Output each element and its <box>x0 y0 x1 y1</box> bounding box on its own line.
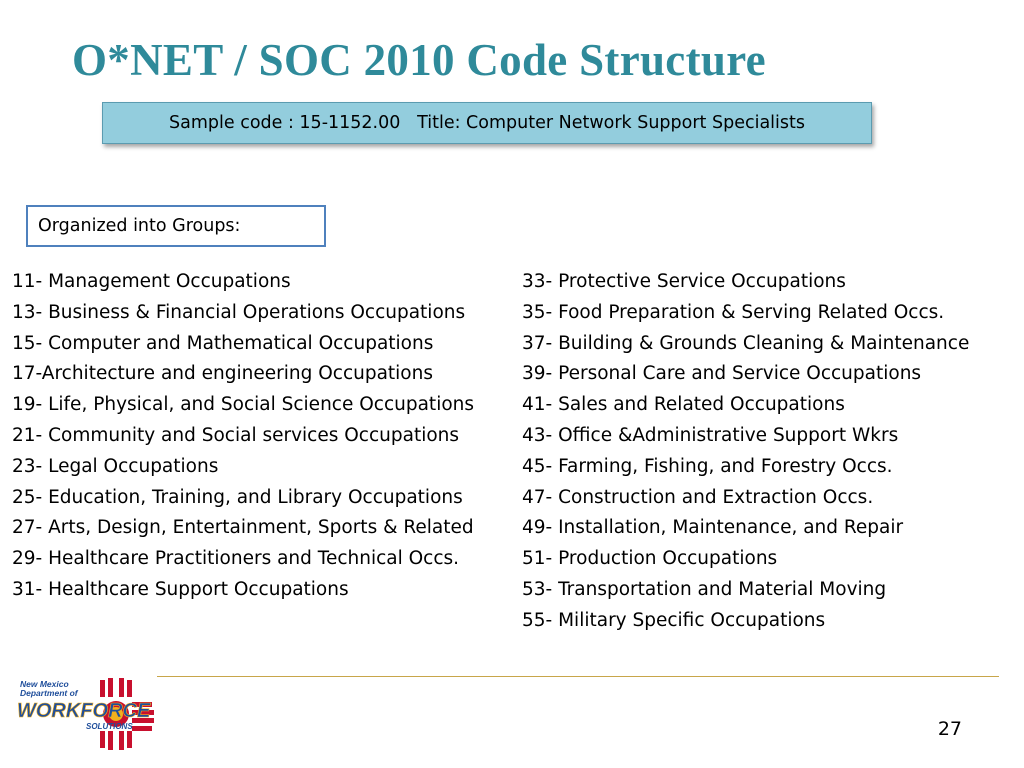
list-item: 15- Computer and Mathematical Occupations <box>12 332 434 354</box>
list-item: 35- Food Preparation & Serving Related Occs. <box>522 301 945 323</box>
sample-title-text: Title: Computer Network Support Specialists <box>417 113 805 133</box>
logo-line-3: WORKFORCE <box>17 700 151 722</box>
logo-line-4: SOLUTIONS <box>86 722 133 731</box>
list-item: 31- Healthcare Support Occupations <box>12 578 349 600</box>
sample-code-text: Sample code : 15-1152.00 <box>169 113 401 133</box>
list-item: 39- Personal Care and Service Occupations <box>522 363 922 385</box>
slide-title: O*NET / SOC 2010 Code Structure <box>72 35 766 85</box>
list-item: 17-Architecture and engineering Occupations <box>12 363 433 385</box>
right-groups-list <box>522 267 1024 637</box>
list-item: 29- Healthcare Practitioners and Technical Occs. <box>12 548 460 570</box>
list-item: 43- Office &Administrative Support Wkrs <box>522 424 899 446</box>
nm-workforce-solutions-logo-icon <box>14 676 164 756</box>
list-item: 37- Building & Grounds Cleaning & Maintenance <box>522 332 970 354</box>
page-number: 27 <box>937 718 962 740</box>
sample-gap <box>400 113 417 133</box>
list-item: 47- Construction and Extraction Occs. <box>522 486 874 508</box>
list-item: 53- Transportation and Material Moving <box>522 578 887 600</box>
list-item: 25- Education, Training, and Library Occupations <box>12 486 463 508</box>
list-item: 27- Arts, Design, Entertainment, Sports & Related <box>12 517 474 539</box>
list-item: 45- Farming, Fishing, and Forestry Occs. <box>522 455 893 477</box>
list-item: 33- Protective Service Occupations <box>522 271 846 292</box>
left-groups-list <box>12 267 522 606</box>
footer-divider <box>157 676 999 677</box>
list-item: 21- Community and Social services Occupations <box>12 424 460 446</box>
list-item: 19- Life, Physical, and Social Science Occupations <box>12 394 475 416</box>
list-item: 41- Sales and Related Occupations <box>522 394 845 416</box>
list-item: 55- Military Specific Occupations <box>522 609 826 631</box>
list-item: 11- Management Occupations <box>12 271 291 292</box>
logo-line-2: Department of <box>20 688 78 698</box>
list-item: 49- Installation, Maintenance, and Repair <box>522 517 904 539</box>
list-item: 13- Business & Financial Operations Occupations <box>12 301 466 323</box>
sample-code-box <box>102 102 872 144</box>
list-item: 51- Production Occupations <box>522 548 778 570</box>
groups-label: Organized into Groups: <box>38 216 241 236</box>
groups-label-box <box>26 205 326 247</box>
list-item: 23- Legal Occupations <box>12 455 219 477</box>
logo-line-1: New Mexico <box>20 679 69 689</box>
